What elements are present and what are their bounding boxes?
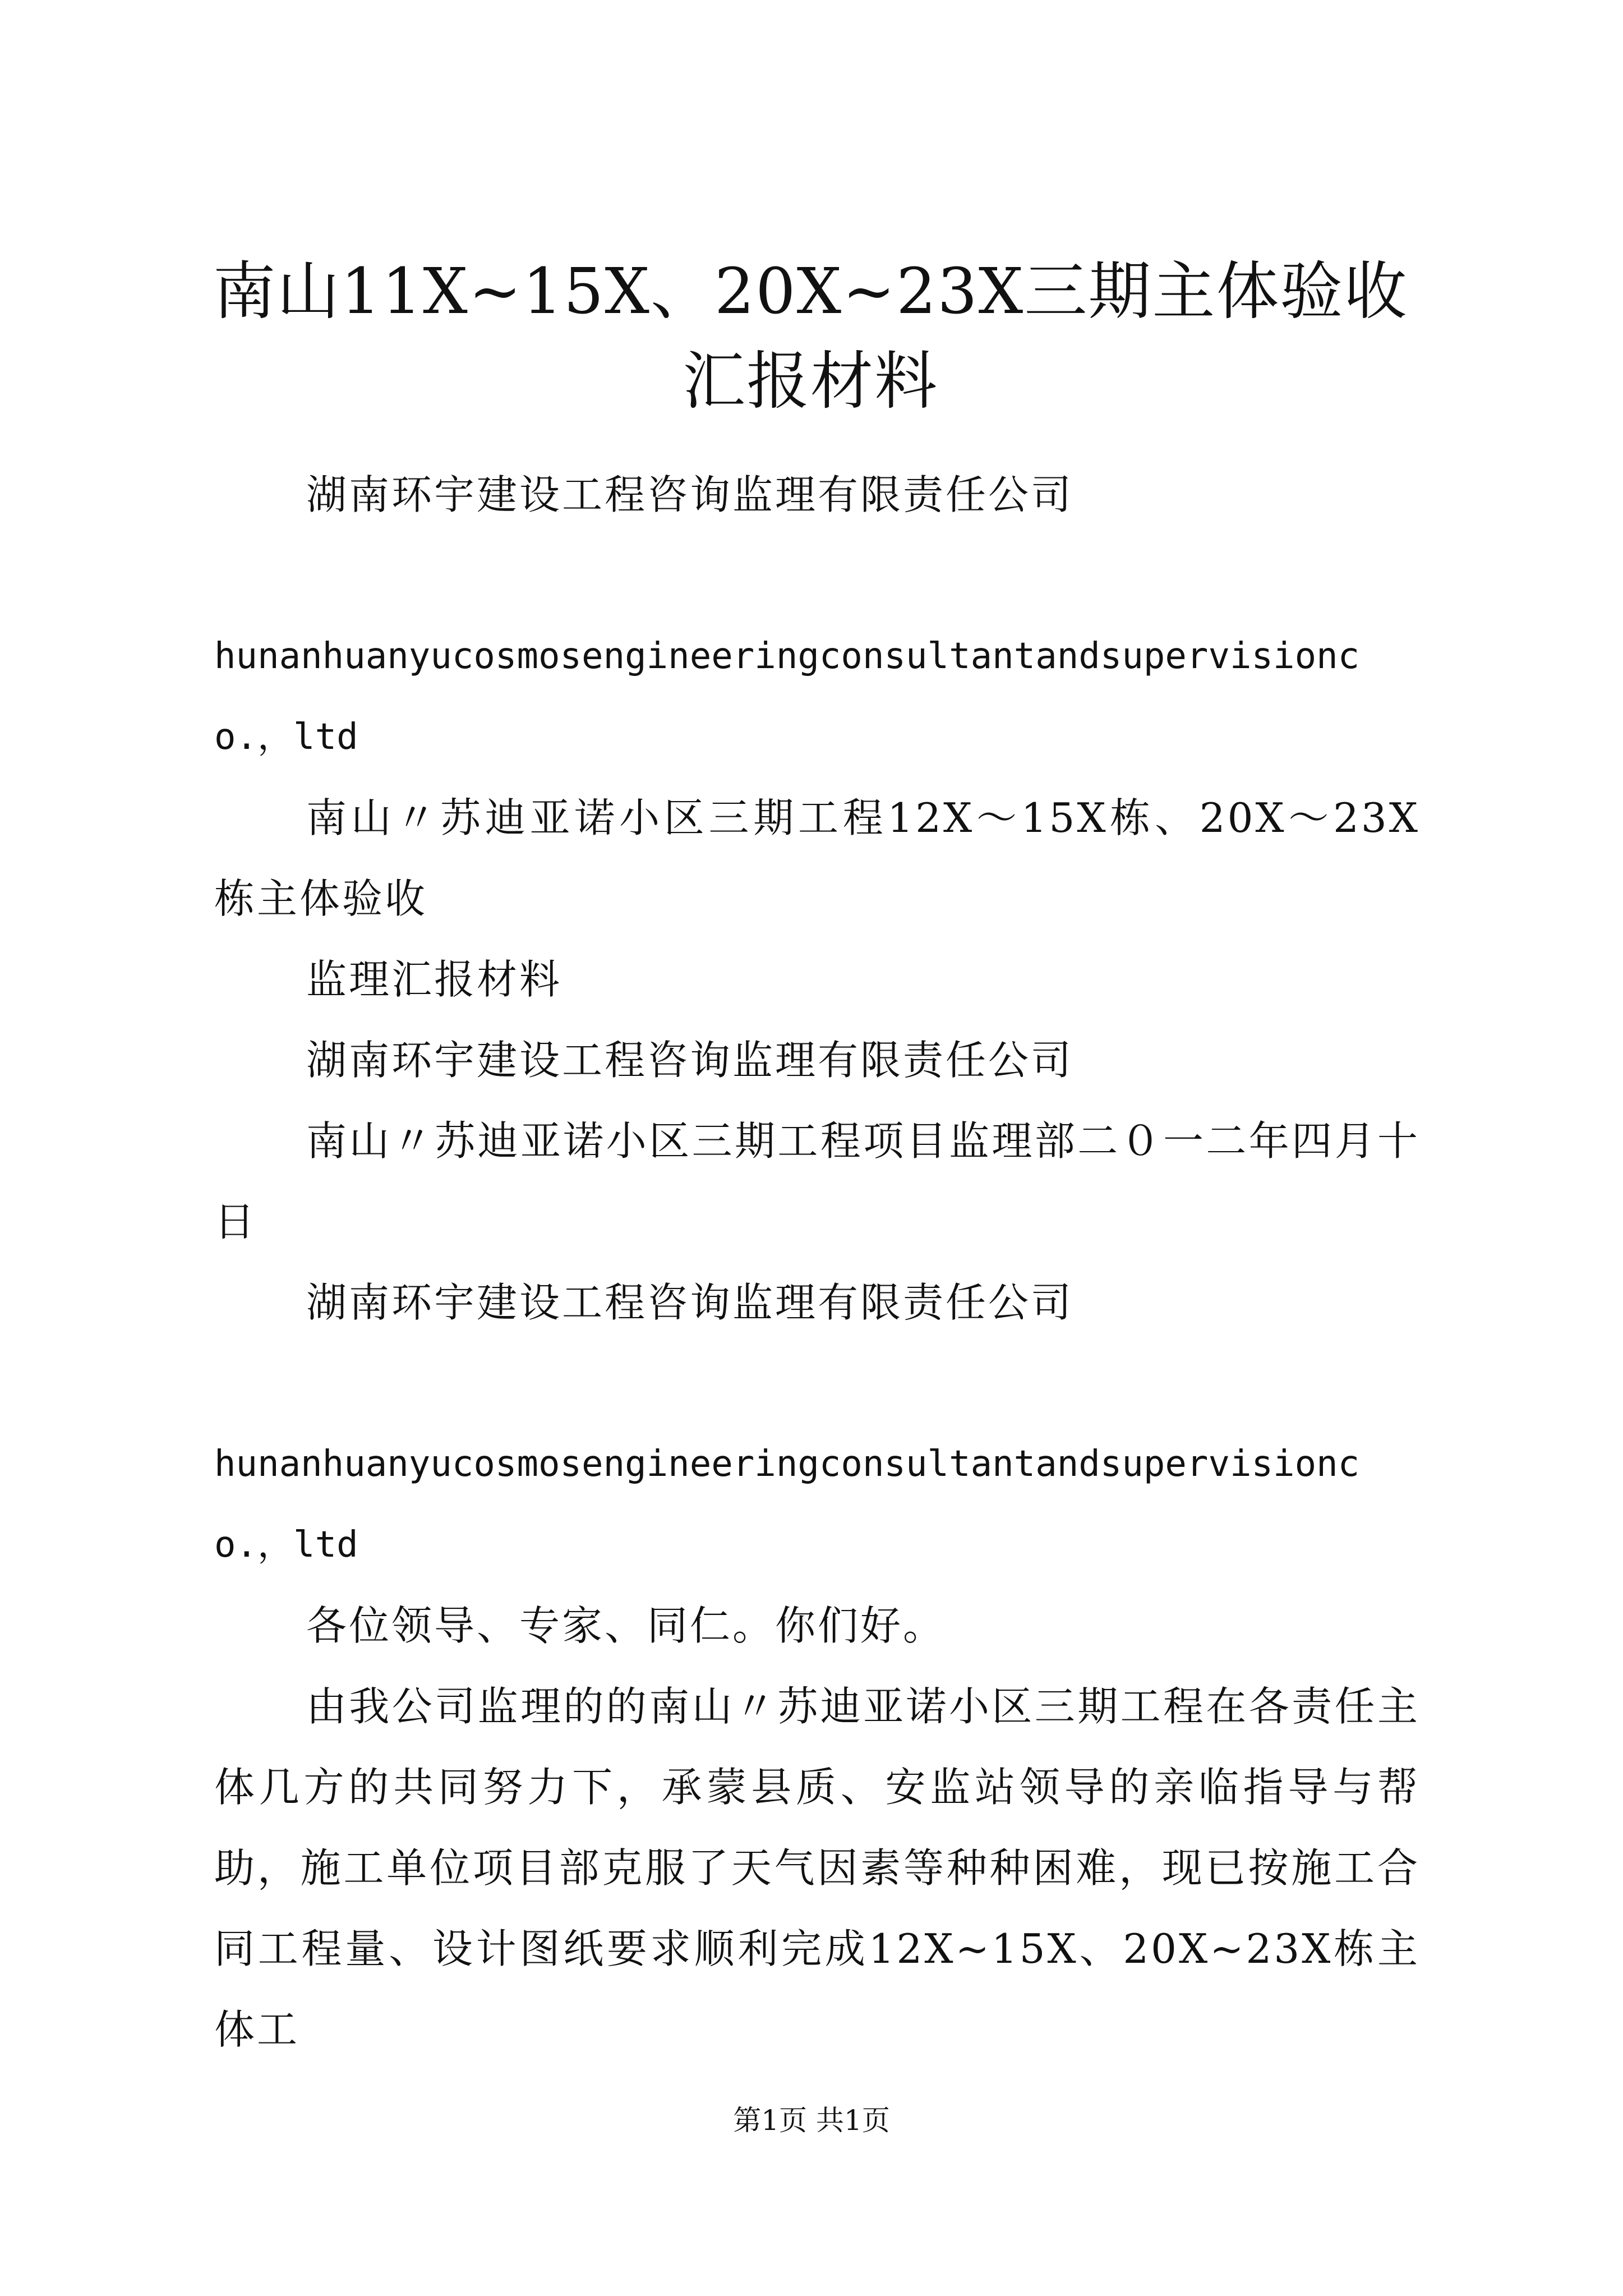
intro-paragraph: 由我公司监理的的南山〃苏迪亚诺小区三期工程在各责任主体几方的共同努力下，承蒙县质、安监站领导的亲临指导与帮助，施工单位项目部克服了天气因素等种种困难，现已按施工合同工程量、设计图纸要求顺利完成12X~15X、20X~23X栋主体工 xyxy=(214,1683,1420,2053)
company-name-en: hunanhuanyucosmosengineeringconsultantandsupervisionco.，ltd xyxy=(214,636,1360,758)
company-name-cn-2: 湖南环宇建设工程咨询监理有限责任公司 xyxy=(306,1037,1074,1084)
greeting: 各位领导、专家、同仁。你们好。 xyxy=(306,1602,946,1649)
page-footer: 第1页 共1页 xyxy=(733,2104,890,2137)
document-title: 南山11X~15X、20X~23X三期主体验收汇报材料 xyxy=(213,255,1408,418)
report-subtitle: 监理汇报材料 xyxy=(306,956,562,1003)
blank-line xyxy=(214,1343,1420,1424)
document-body xyxy=(214,454,1420,2070)
project-department-date: 南山〃苏迪亚诺小区三期工程项目监理部二０一二年四月十日 xyxy=(214,1117,1420,1245)
blank-line xyxy=(214,535,1420,616)
company-name-cn: 湖南环宇建设工程咨询监理有限责任公司 xyxy=(306,471,1074,518)
company-name-cn-3: 湖南环宇建设工程咨询监理有限责任公司 xyxy=(306,1279,1074,1326)
project-title: 南山〃苏迪亚诺小区三期工程12X～15X栋、20X～23X栋主体验收 xyxy=(214,794,1420,922)
company-name-en-2: hunanhuanyucosmosengineeringconsultantandsupervisionco.，ltd xyxy=(214,1443,1360,1566)
